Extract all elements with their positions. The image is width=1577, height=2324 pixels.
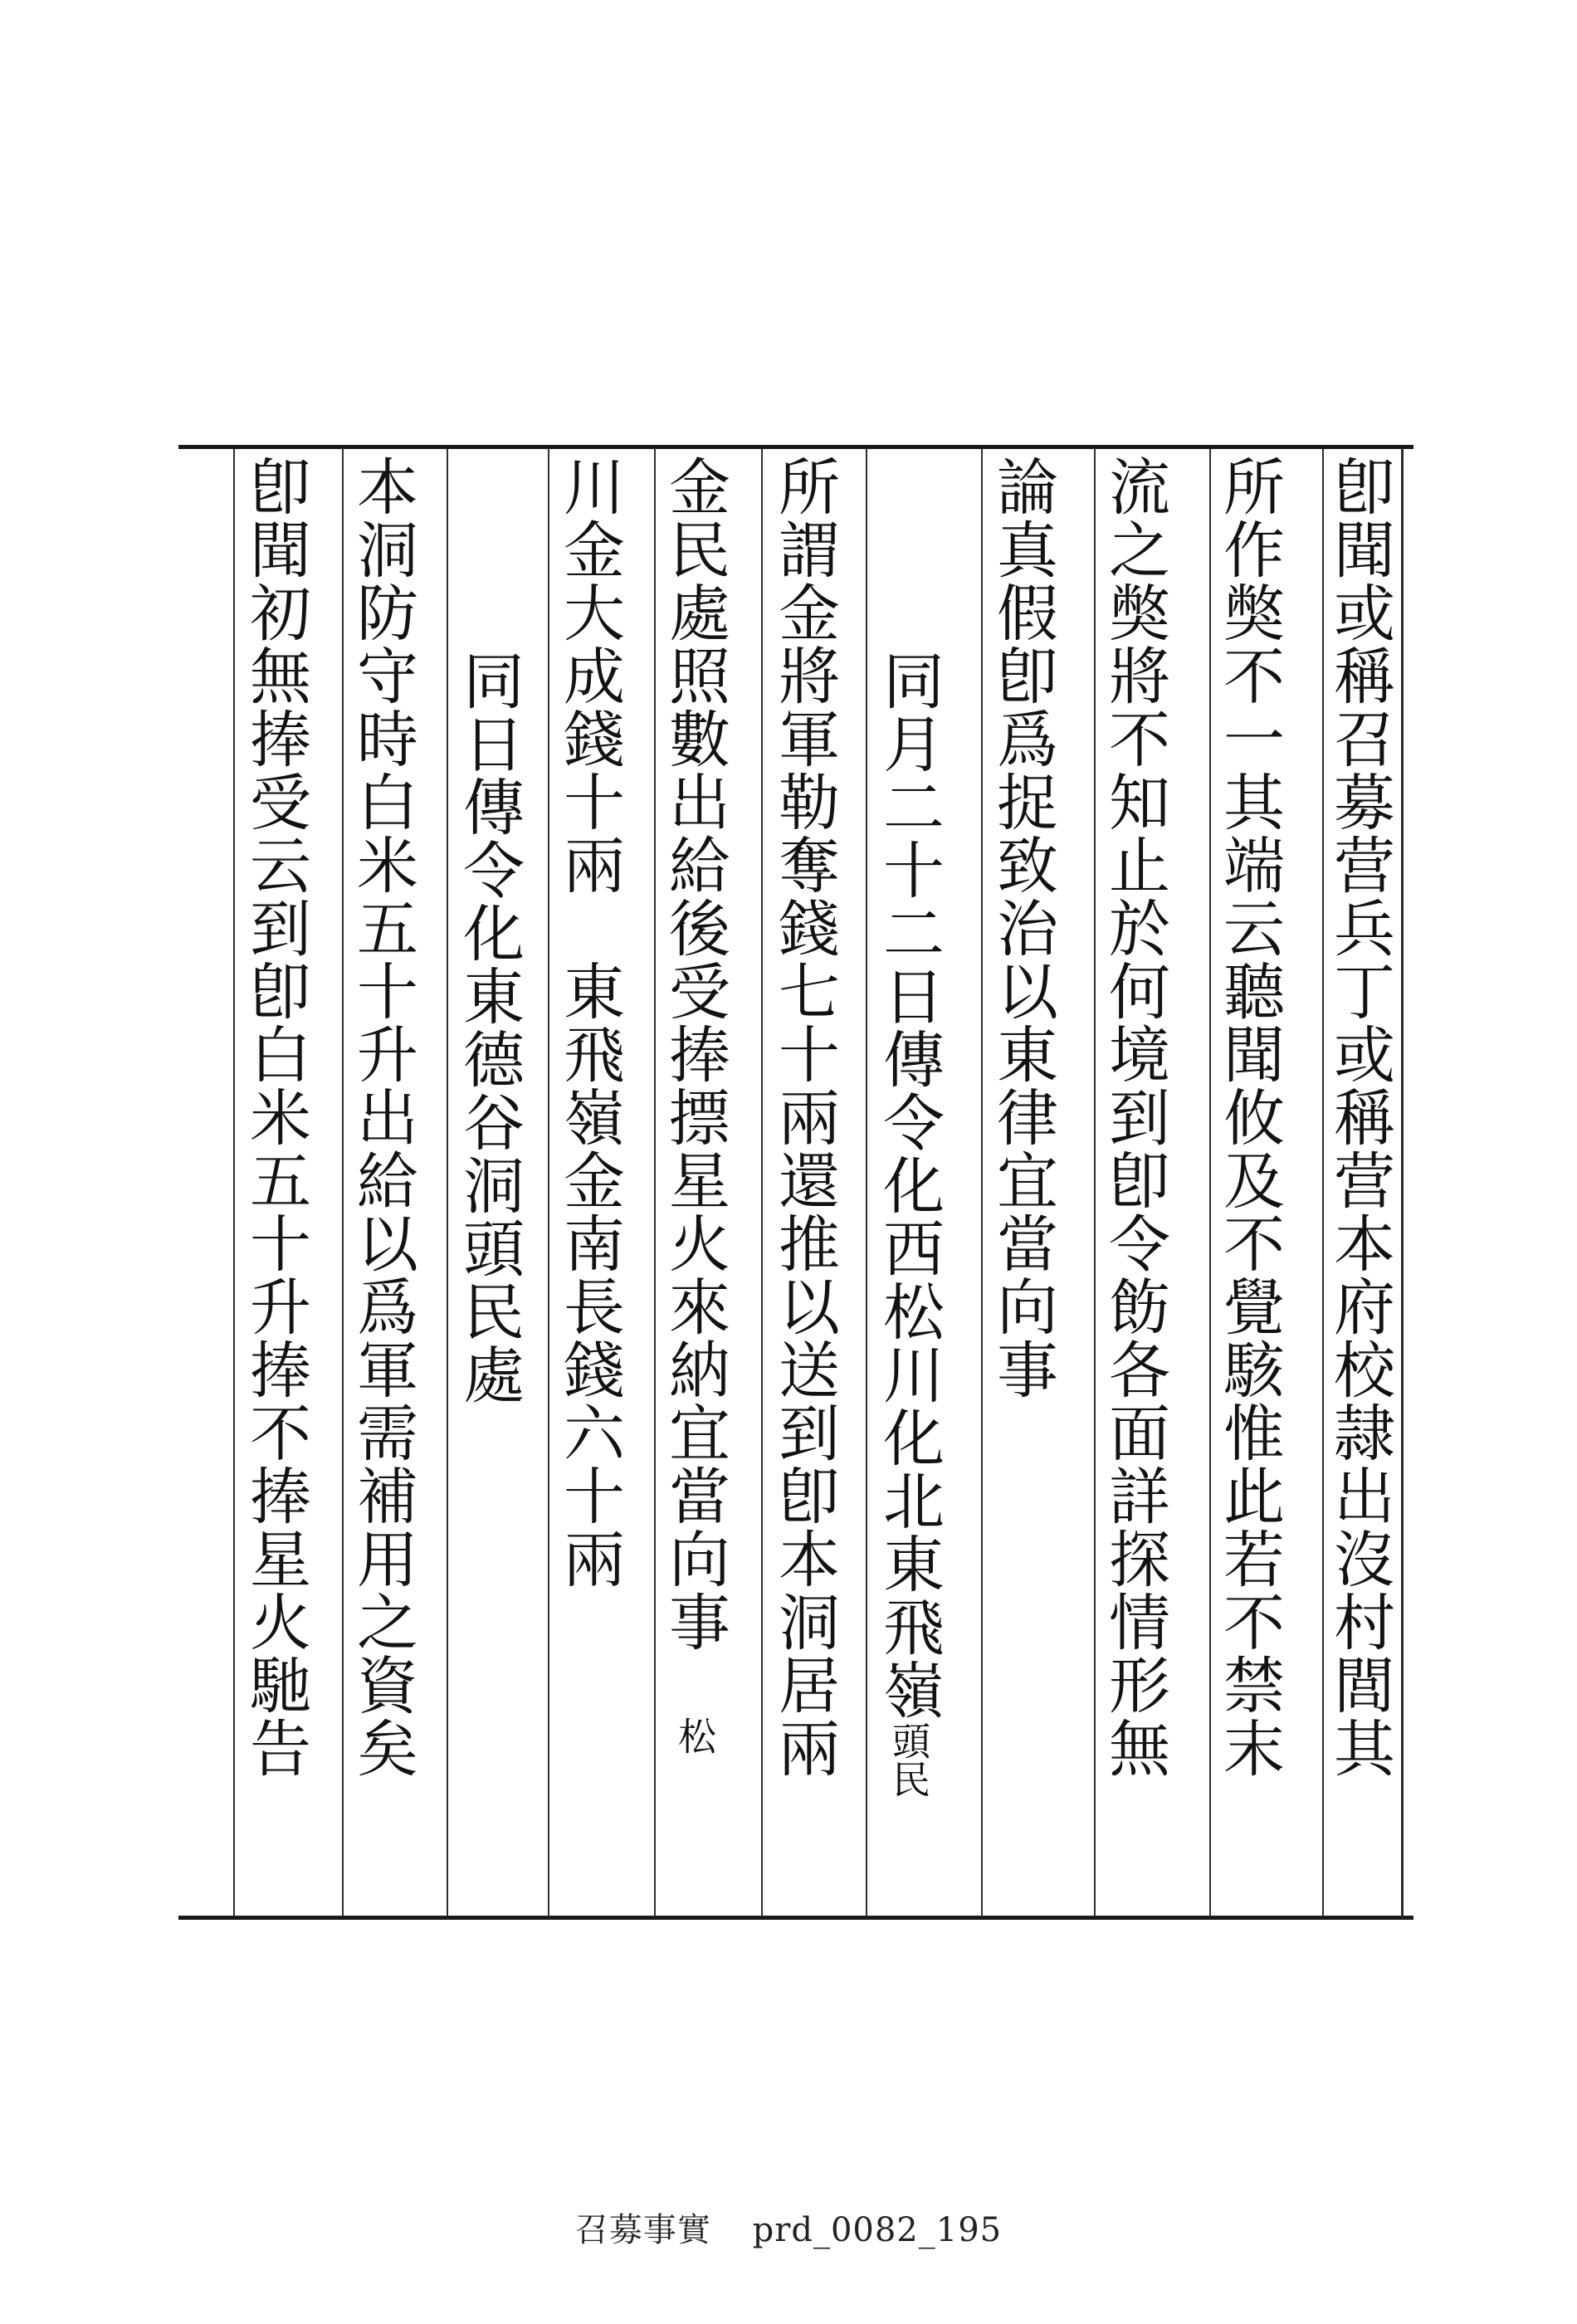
text-column-5 — [874, 649, 944, 1798]
text-column-7-main: 金民處照數出給後受捧摽星火來納宜當向事 — [659, 455, 730, 1653]
text-column-1: 卽聞或稱召募营兵丁或稱营本府校隷出沒村閭其 — [1324, 455, 1395, 1780]
column-rule — [761, 449, 763, 1916]
column-rule — [1209, 449, 1211, 1916]
column-rule — [1094, 449, 1096, 1916]
text-column-7-note: 松 — [672, 1716, 717, 1755]
text-column-8: 川金大成錢十兩 東飛嶺金南長錢六十兩 — [554, 455, 625, 1590]
text-column-2: 所作獘不一其端云聽聞攸及不覺駭惟此若不禁末 — [1213, 455, 1285, 1780]
text-column-9: 同日傳令化東德谷洞頭民處 — [453, 649, 525, 1406]
text-column-4: 論真假卽爲捉致治以東律宜當向事 — [987, 455, 1058, 1401]
caption-id: prd_0082_195 — [752, 2211, 1003, 2249]
column-rule — [447, 449, 448, 1916]
text-column-5-main: 同月二十二日傳令化西松川化北東飛嶺 — [873, 649, 945, 1721]
text-column-10: 本洞防守時白米五十升出給以爲軍需補用之資矣 — [347, 455, 418, 1780]
text-column-6: 所謂金將軍勒奪錢七十兩還推以送到卽本洞居兩 — [769, 455, 840, 1780]
frame-right-edge — [1401, 448, 1404, 1917]
text-column-11: 卽聞初無捧受云到卽白米五十升捧不捧星火馳告 — [240, 455, 311, 1780]
column-rule — [866, 449, 867, 1916]
text-column-5-note: 頭民 — [886, 1721, 931, 1798]
column-rule — [654, 449, 656, 1916]
page-caption — [0, 2204, 1577, 2251]
column-rule — [981, 449, 983, 1916]
column-rule — [548, 449, 549, 1916]
text-column-7 — [660, 455, 730, 1755]
caption-title: 召募事實 — [574, 2211, 711, 2249]
column-rule — [342, 449, 344, 1916]
text-column-3: 流之獘將不知止於何境到卽令飭各面詳探情形無 — [1099, 455, 1170, 1780]
column-rule — [233, 449, 235, 1916]
